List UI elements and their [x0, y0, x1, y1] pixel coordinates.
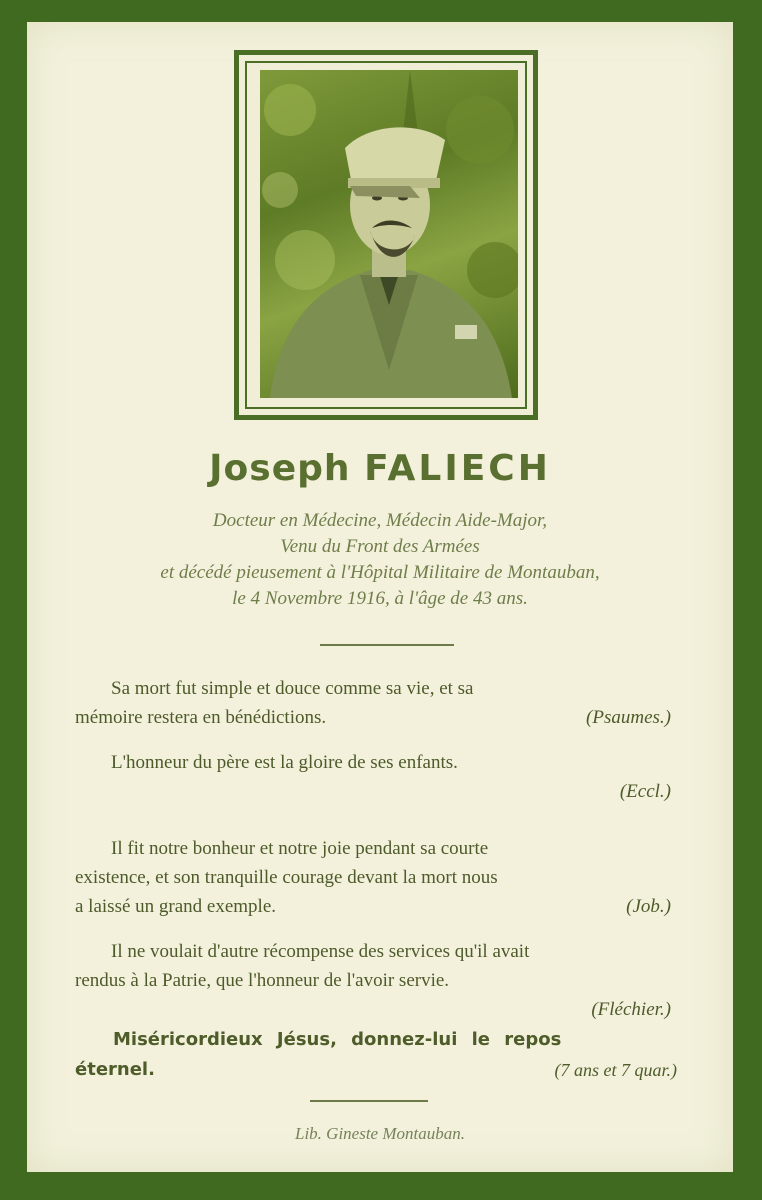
quote-source: (Eccl.): [619, 781, 671, 802]
prayer-line: Miséricordieux Jésus, donnez-lui le repos: [113, 1029, 562, 1050]
quote-job: [75, 834, 701, 921]
quote-line: Il ne voulait d'autre récompense des services qu'il avait: [111, 941, 530, 962]
quote-line: Il fit notre bonheur et notre joie pendant sa courte: [111, 838, 489, 859]
quote-flechier: [75, 937, 701, 1024]
prayer-line: [75, 1055, 701, 1085]
quote-line: rendus à la Patrie, que l'honneur de l'avoir servie.: [75, 970, 450, 991]
quote-line: [75, 892, 701, 921]
portrait-photo: [260, 70, 518, 398]
quote-line-text: mémoire restera en bénédictions.: [75, 707, 327, 728]
deceased-name: [27, 448, 733, 489]
subtitle-line: et décédé pieusement à l'Hôpital Militaire de Montauban,: [160, 562, 600, 583]
subtitle-line: Venu du Front des Armées: [280, 536, 480, 557]
quote-psaumes: [75, 674, 701, 732]
quote-line: [75, 703, 701, 732]
prayer-line-text: éternel.: [75, 1059, 155, 1080]
last-name: FALIECH: [364, 448, 551, 489]
divider-top: [320, 644, 454, 646]
subtitle-line: le 4 Novembre 1916, à l'âge de 43 ans.: [232, 588, 528, 609]
divider-bottom: [310, 1100, 428, 1102]
quote-line: L'honneur du père est la gloire de ses enfants.: [111, 752, 458, 773]
subtitle-block: [27, 508, 733, 612]
portrait-illustration: [260, 70, 518, 398]
quote-line-text: a laissé un grand exemple.: [75, 896, 277, 917]
quote-line: existence, et son tranquille courage devant la mort nous: [75, 867, 498, 888]
quote-source: (Psaumes.): [586, 707, 671, 728]
quote-eccl: [75, 748, 701, 806]
first-name: Joseph: [209, 448, 351, 489]
quote-source: (Fléchier.): [591, 999, 671, 1020]
quote-source: (Job.): [626, 896, 671, 917]
portrait-frame: [234, 50, 538, 420]
prayer-block: [75, 1025, 701, 1085]
printer-credit: Lib. Gineste Montauban.: [295, 1124, 465, 1143]
quote-line: Sa mort fut simple et douce comme sa vie, et sa: [111, 678, 474, 699]
memorial-card: [27, 22, 733, 1172]
indulgence-note: (7 ans et 7 quar.): [554, 1060, 677, 1080]
subtitle-line: Docteur en Médecine, Médecin Aide-Major,: [212, 510, 548, 531]
